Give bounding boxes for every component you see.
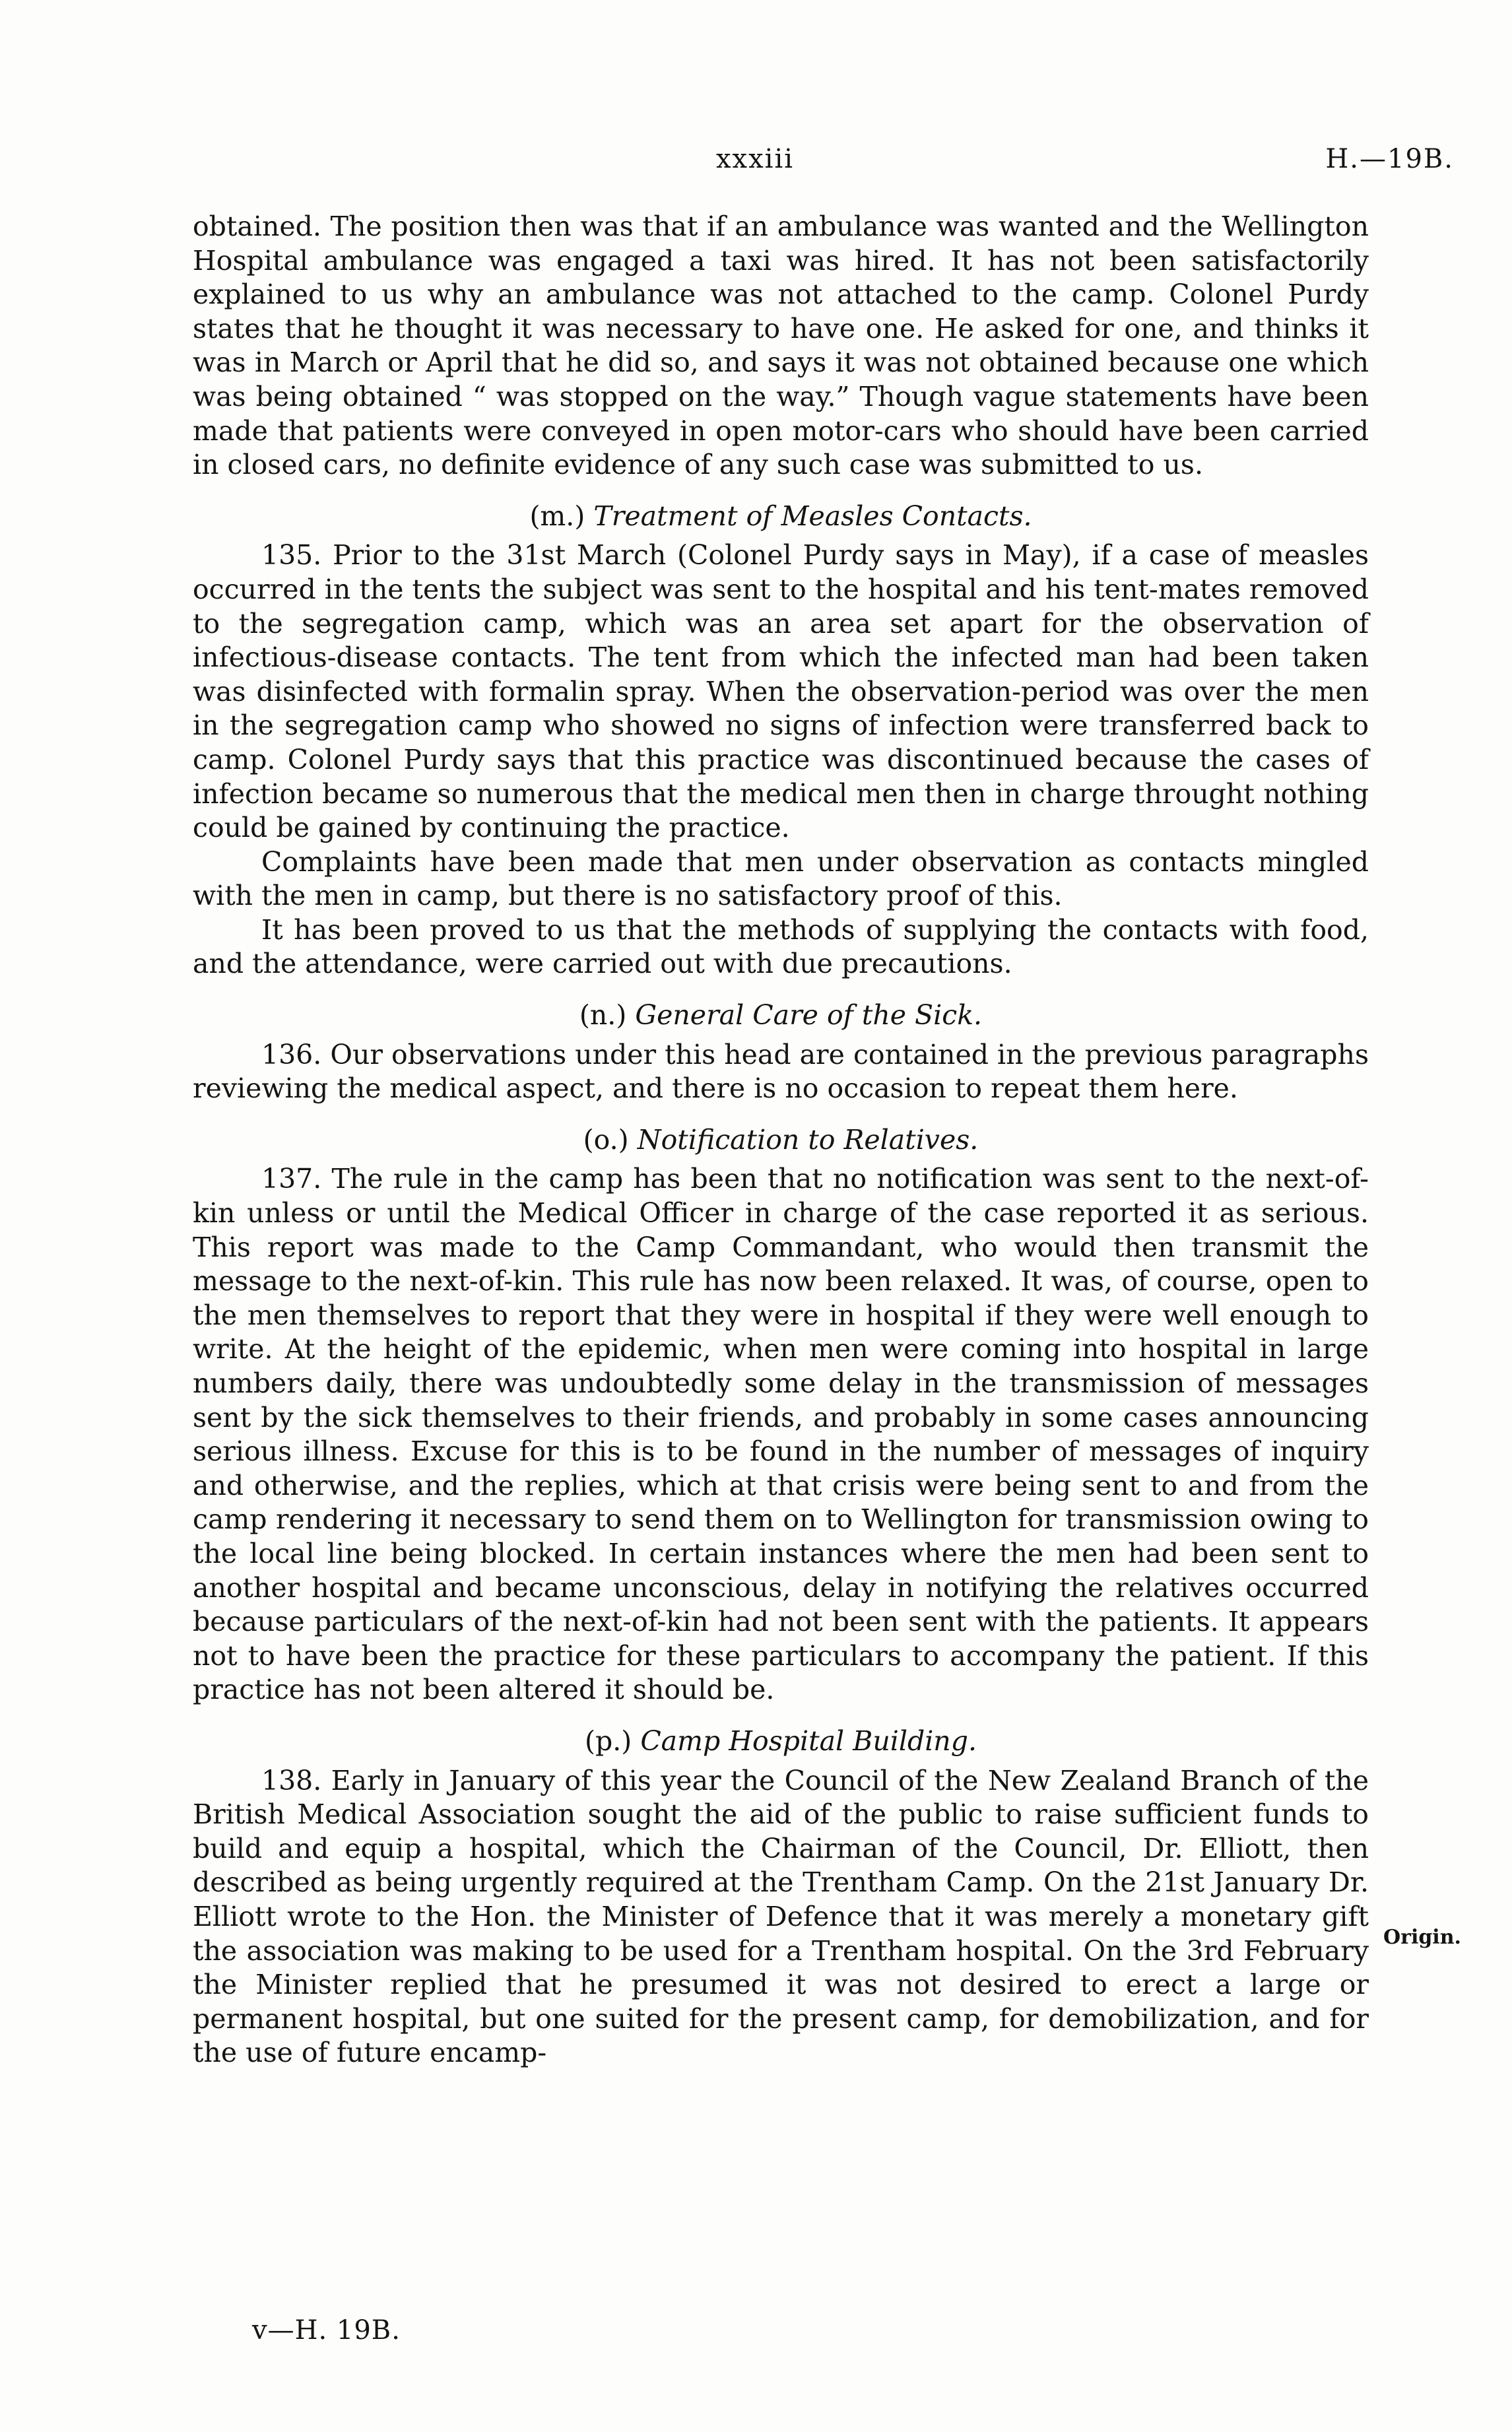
document-reference: H.—19B. <box>1325 144 1454 174</box>
section-letter: (m.) <box>529 500 585 532</box>
section-title: Camp Hospital Building. <box>640 1725 977 1757</box>
section-title: Treatment of Measles Contacts. <box>593 500 1032 532</box>
footer-signature: v—H. 19B. <box>252 2315 401 2346</box>
section-letter: (p.) <box>584 1725 632 1757</box>
section-heading-p <box>193 1725 1369 1759</box>
section-heading-o <box>193 1123 1369 1158</box>
paragraph-137: 137. The rule in the camp has been that no notification was sent to the next-of-kin unless or until the Medical Officer in charge of the case reported it as serious. This report was made to the Camp Commandant, who would then transmit the message to the next-of-kin. This rule has now been relaxed. It was, of course, open to the men themselves to report that they were in hospital if they were well enough to write. At the height of the epidemic, when men were coming into hospital in large numbers daily, there was undoubtedly some delay in the transmission of messages sent by the sick themselves to their friends, and probably in some cases announcing serious illness. Excuse for this is to be found in the number of messages of inquiry and otherwise, and the replies, which at that crisis were being sent to and from the camp rendering it necessary to send them on to Wellington for transmission owing to the local line being blocked. In certain instances where the men had been sent to another hospital and became unconscious, delay in notifying the relatives occurred because particulars of the next-of-kin had not been sent with the patients. It appears not to have been the practice for these particulars to accompany the patient. If this practice has not been altered it should be. <box>193 1163 1369 1706</box>
margin-note: Origin. <box>1383 1926 1461 1949</box>
section-letter: (n.) <box>579 999 627 1032</box>
paragraph-complaints: Complaints have been made that men under observation as contacts mingled with the men in camp, but there is no satisfactory proof of this. <box>193 845 1369 912</box>
section-heading-n <box>193 999 1369 1033</box>
paragraph-136: 136. Our observations under this head are contained in the previous paragraphs reviewing the medical aspect, and there is no occasion to repeat them here. <box>193 1038 1369 1105</box>
section-letter: (o.) <box>583 1123 629 1156</box>
body-text <box>193 210 1369 2070</box>
section-title: General Care of the Sick. <box>635 999 983 1032</box>
page-number: xxxiii <box>716 144 795 174</box>
paragraph-ambulance: obtained. The position then was that if an ambulance was wanted and the Wellington Hospital ambulance was engaged a taxi was hired. It has not been satisfactorily explained to us why an ambulance was not attached to the camp. Colonel Purdy states that he thought it was necessary to have one. He asked for one, and thinks it was in March or April that he did so, and says it was not obtained because one which was being obtained “ was stopped on the way.” Though vague statements have been made that patients were conveyed in open motor-cars who should have been carried in closed cars, no definite evidence of any such case was submitted to us. <box>193 211 1369 481</box>
paragraph-138: 138. Early in January of this year the Council of the New Zealand Branch of the British Medical Association sought the aid of the public to raise sufficient funds to build and equip a hospital, which the Chairman of the Council, Dr. Elliott, then described as being urgently required at the Trentham Camp. On the 21st January Dr. Elliott wrote to the Hon. the Minister of Defence that it was merely a monetary gift the association was making to be used for a Trentham hospital. On the 3rd February the Minister replied that he presumed it was not desired to erect a large or permanent hospital, but one suited for the present camp, for demobilization, and for the use of future encamp- <box>193 1764 1369 2069</box>
section-heading-m <box>193 500 1369 534</box>
paragraph-135: 135. Prior to the 31st March (Colonel Purdy says in May), if a case of measles occurred in the tents the subject was sent to the hospital and his tent-mates removed to the segregation camp, which was an area set apart for the observation of infectious-disease contacts. The tent from which the infected man had been taken was disinfected with formalin spray. When the observation-period was over the men in the segregation camp who showed no signs of infection were transferred back to camp. Colonel Purdy says that this practice was discontinued because the cases of infection became so numerous that the medical men then in charge throught nothing could be gained by continuing the practice. <box>193 539 1369 844</box>
paragraph-proved: It has been proved to us that the methods of supplying the contacts with food, and the attendance, were carried out with due precautions. <box>193 913 1369 980</box>
section-title: Notification to Relatives. <box>637 1123 979 1156</box>
